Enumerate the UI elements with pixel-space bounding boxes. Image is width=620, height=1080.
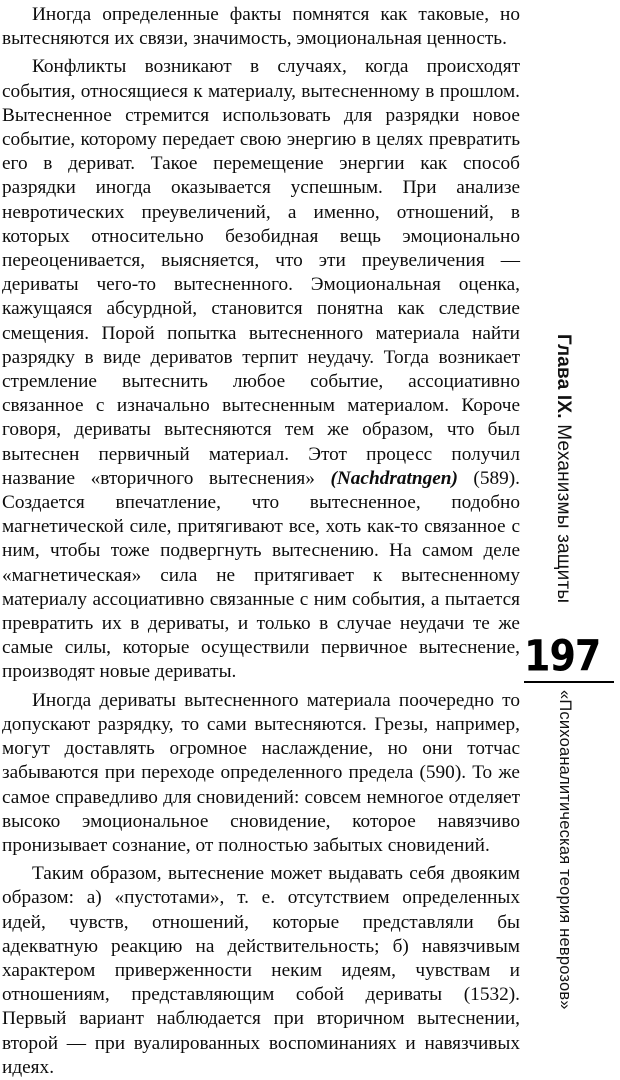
body-text [2,3,520,1080]
chapter-title: Механизмы защиты [553,424,574,604]
paragraph-text: (589). Создается впечатление, что вытесненное, подобно магнетической силе, притягивают все, хоть как-то связанное с ним, чтобы тоже подвергнуть вытеснению. На самом деле «магнетическая» сила не притягивает к вытесненному материалу ассоциативно связанные с ним события, а пытается превратить их в дериваты, и только в случае неудачи те же самые силы, которые осуществили первичное вытеснение, производят новые дериваты. [2,467,520,683]
page-number-rule [524,681,614,683]
paragraph: Иногда дериваты вытесненного материала поочередно то допускают разрядку, то сами вытесняются. Грезы, например, могут доставлять огромное наслаждение, но они тотчас забываются при переходе определенного предела (590). То же самое справедливо для сновидений: совсем немногое отделяет высоко эмоциональное сновидение, которое навязчиво пронизывает сознание, от полностью забытых сновидений. [2,689,520,856]
margin-column [520,0,620,1010]
running-head-book-title: «Психоаналитическая теория неврозов» [556,690,574,1010]
german-term: (Nachdratngen) [330,467,458,489]
chapter-label: Глава IX. [553,334,574,419]
page-number: 197 [524,631,601,681]
running-head-chapter [552,334,574,603]
paragraph: Иногда определенные факты помнятся как таковые, но вытесняются их связи, значимость, эмоциональная ценность. [2,4,520,50]
paragraph-text: Конфликты возникают в случаях, когда происходят события, относящиеся к материалу, вытесненному в прошлом. Вытесненное стремится использовать для разрядки новое событие, которому передает свою энергию в целях превратить его в дериват. Такое перемещение энергии как способ разрядки иногда оказывается успешным. При анализе невротических преувеличений, а именно, отношений, в которых относительно безобидная вещь эмоционально переоценивается, выясняется, что эти преувеличения — дериваты чего-то вытесненного. Эмоциональная оценка, кажущаяся абсурдной, становится понятна как следствие смещения. Порой попытка вытесненного материала найти разрядку в виде дериватов терпит неудачу. Тогда возникает стремление вытеснить любое событие, ассоциативно связанное с изначально вытесненным материалом. Короче говоря, дериваты вытесняются тем же образом, что был вытеснен первичный материал. Этот процесс получил название «вторичного вытеснения» [2,56,520,489]
paragraph [2,55,520,684]
paragraph: Таким образом, вытеснение может выдавать себя двояким образом: а) «пустотами», т. е. отсутствием определенных идей, чувств, отношений, которые представляли бы адекватную реакцию на действительность; б) навязчивым характером приверженности неким идеям, чувствам и отношениям, представляющим собой дериваты (1532). Первый вариант наблюдается при вторичном вытеснении, второй — при вуалированных воспоминаниях и навязчивых идеях. [2,863,520,1078]
